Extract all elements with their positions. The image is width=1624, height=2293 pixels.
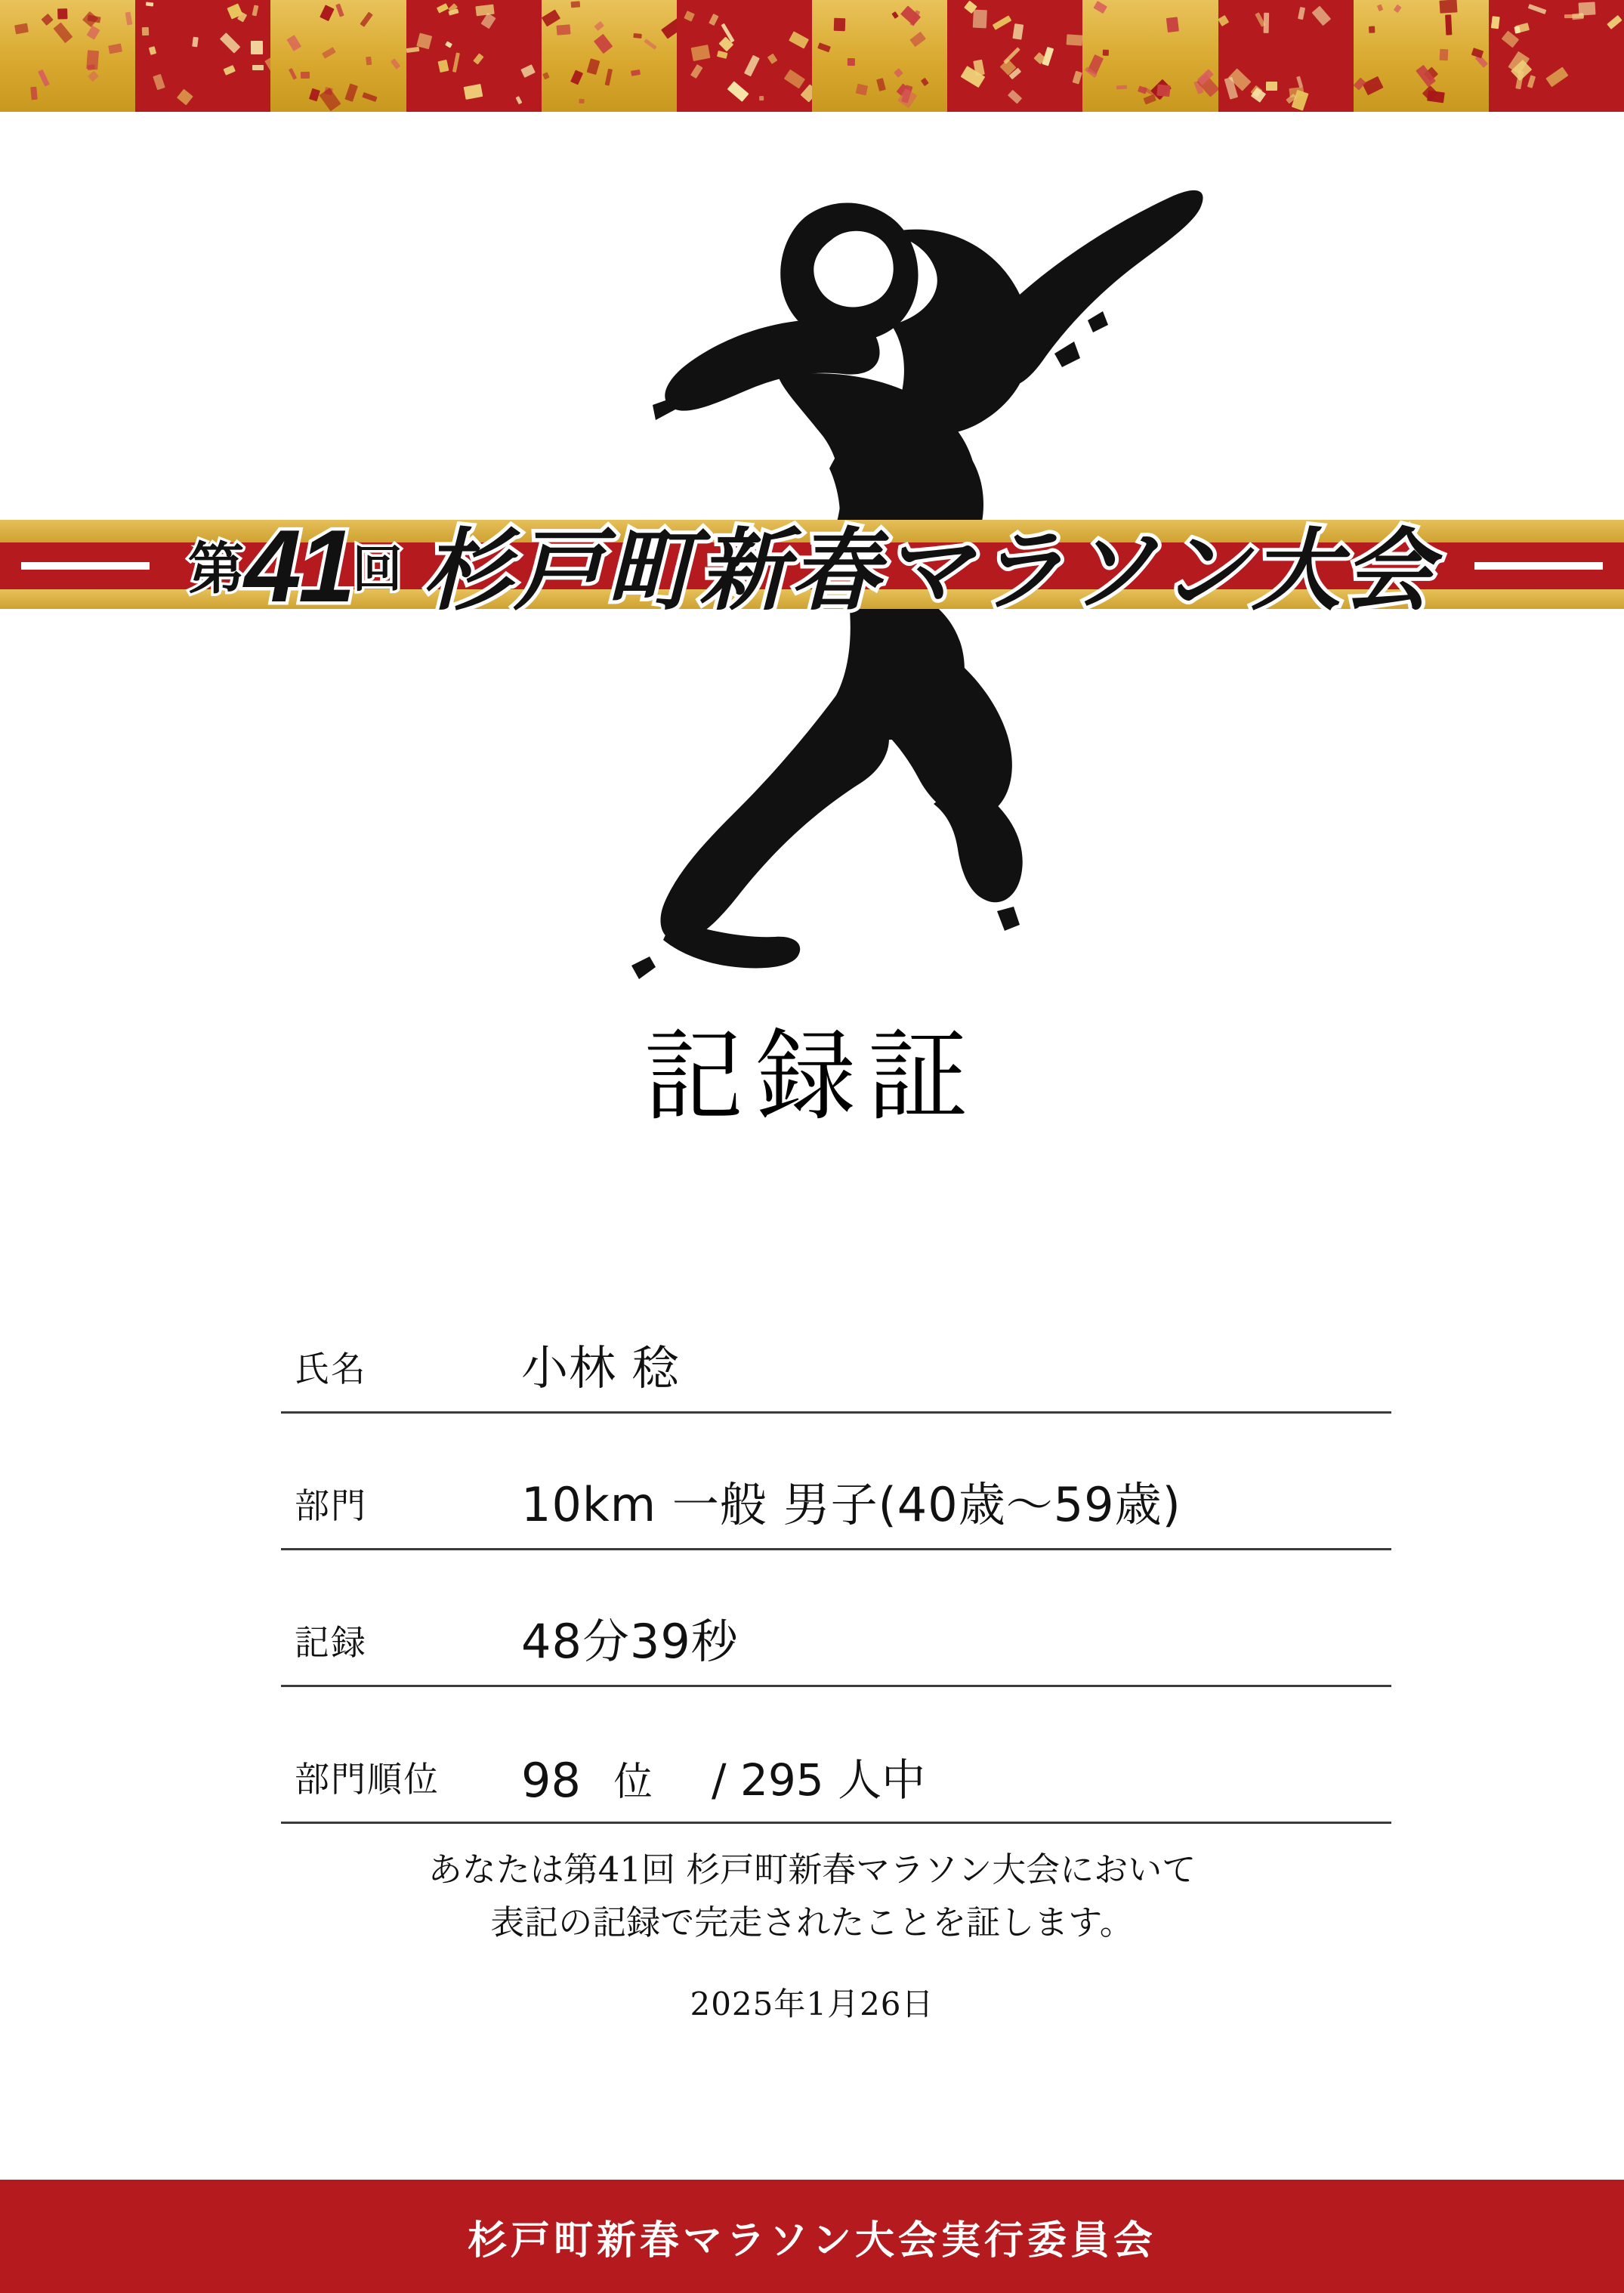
edition-prefix: 第	[188, 536, 245, 601]
confetti-piece	[86, 51, 99, 70]
confetti-piece	[438, 60, 449, 73]
confetti-piece	[727, 81, 749, 102]
row-value-time: 48分39秒	[521, 1614, 739, 1669]
confetti-piece	[53, 23, 73, 44]
confetti-piece	[1440, 0, 1458, 14]
confetti-piece	[363, 92, 378, 102]
ribbon-stripe-gold-top	[0, 520, 1624, 542]
confetti-piece	[1545, 67, 1568, 88]
confetti-piece	[252, 5, 258, 16]
confetti-piece	[1369, 26, 1375, 33]
row-label-name: 氏名	[295, 1349, 367, 1389]
band-cell-red	[1218, 0, 1354, 112]
confetti-piece	[286, 35, 301, 51]
confetti-piece	[344, 83, 358, 102]
confetti-piece	[922, 78, 930, 86]
confetti-piece	[1102, 50, 1108, 56]
confetti-piece	[366, 56, 372, 64]
confetti-piece	[1527, 4, 1546, 14]
confetti-piece	[220, 32, 241, 54]
title-ribbon	[0, 520, 1624, 623]
confetti-piece	[1564, 14, 1584, 18]
confetti-piece	[1363, 76, 1384, 94]
confetti-piece	[30, 87, 37, 100]
confetti-piece	[476, 4, 495, 16]
edition-suffix: 回	[352, 539, 403, 598]
band-cell-red	[677, 0, 812, 112]
confetti-piece	[520, 64, 536, 78]
confetti-piece	[320, 5, 335, 21]
top-decorative-band	[0, 0, 1624, 112]
confetti-piece	[876, 78, 886, 91]
confetti-piece	[783, 70, 804, 88]
confetti-piece	[1444, 14, 1452, 36]
confetti-piece	[1166, 17, 1178, 32]
footer-bar	[0, 2180, 1624, 2293]
confetti-piece	[464, 84, 483, 100]
confetti-piece	[974, 60, 985, 76]
confetti-piece	[744, 55, 760, 77]
confetti-piece	[631, 70, 641, 76]
confetti-piece	[1094, 1, 1108, 14]
confetti-piece	[448, 9, 458, 17]
confetti-piece	[57, 8, 67, 19]
record-table	[281, 1277, 1391, 1824]
confetti-piece	[759, 96, 764, 100]
confetti-piece	[301, 72, 310, 79]
confetti-piece	[108, 43, 122, 54]
table-row-category	[281, 1414, 1391, 1550]
organizer-name: 杉戸町新春マラソン大会実行委員会	[467, 2217, 1156, 2264]
ribbon-stripe-gold-bottom	[0, 589, 1624, 609]
confetti-piece	[41, 14, 53, 26]
confetti-piece	[644, 39, 657, 50]
issue-date: 2025年1月26日	[690, 1986, 934, 2023]
confetti-piece	[1491, 17, 1500, 29]
confetti-piece	[452, 52, 460, 73]
page-title: 記録証	[644, 1018, 980, 1135]
confetti-piece	[14, 23, 29, 34]
confetti-piece	[177, 89, 193, 105]
confetti-piece	[570, 70, 583, 85]
rank-position-unit: 位	[613, 1760, 653, 1805]
confetti-piece	[437, 3, 449, 13]
confetti-piece	[252, 65, 264, 70]
confetti-piece	[690, 64, 703, 79]
confetti-piece	[1218, 15, 1230, 26]
confetti-piece	[1298, 7, 1306, 20]
table-row-name	[281, 1277, 1391, 1414]
confetti-piece	[223, 65, 236, 76]
confetti-piece	[594, 34, 613, 54]
confetti-piece	[153, 74, 165, 90]
band-cell-red	[135, 0, 270, 112]
confetti-piece	[690, 45, 710, 61]
table-row-rank	[281, 1687, 1391, 1824]
statement-line-2: 表記の記録で完走されたことを証します。	[490, 1902, 1134, 1942]
confetti-piece	[717, 51, 727, 59]
confetti-piece	[82, 11, 98, 27]
confetti-piece	[250, 41, 262, 54]
rank-total: / 295 人中	[712, 1754, 926, 1806]
confetti-piece	[1008, 90, 1022, 104]
confetti-piece	[289, 68, 297, 79]
confetti-piece	[265, 56, 271, 78]
certification-statement	[0, 1843, 1624, 1949]
statement-line-1: あなたは第41回 杉戸町新春マラソン大会において	[428, 1850, 1196, 1890]
row-value-name: 小林 稔	[521, 1340, 680, 1395]
confetti-piece	[146, 2, 153, 7]
band-cell-gold	[1082, 0, 1218, 112]
band-cell-gold	[0, 0, 135, 112]
ribbon-accent-left	[21, 562, 150, 570]
confetti-piece	[993, 15, 1012, 30]
confetti-piece	[406, 47, 419, 53]
confetti-piece	[661, 17, 677, 39]
row-label-time: 記録	[295, 1622, 367, 1663]
confetti-piece	[1066, 34, 1082, 46]
confetti-piece	[1393, 5, 1401, 13]
confetti-piece	[142, 27, 150, 36]
confetti-piece	[86, 25, 100, 39]
band-cell-gold	[542, 0, 677, 112]
confetti-piece	[1072, 71, 1082, 85]
confetti-piece	[1439, 49, 1447, 60]
confetti-piece	[1296, 76, 1303, 88]
confetti-piece	[847, 58, 854, 66]
confetti-piece	[1003, 47, 1020, 64]
confetti-piece	[604, 68, 613, 85]
confetti-piece	[1266, 82, 1277, 91]
confetti-piece	[1607, 15, 1622, 29]
confetti-piece	[542, 10, 560, 27]
table-row-time	[281, 1550, 1391, 1687]
confetti-piece	[1013, 24, 1024, 40]
confetti-piece	[88, 71, 99, 82]
confetti-piece	[542, 73, 549, 80]
confetti-piece	[1312, 6, 1331, 26]
confetti-piece	[817, 42, 830, 52]
band-cell-gold	[1354, 0, 1489, 112]
confetti-piece	[557, 24, 571, 35]
confetti-piece	[801, 85, 812, 103]
confetti-piece	[910, 31, 927, 46]
confetti-piece	[894, 68, 904, 78]
confetti-piece	[473, 54, 483, 65]
band-cell-gold	[812, 0, 947, 112]
band-cell-red	[947, 0, 1082, 112]
confetti-piece	[149, 46, 156, 55]
confetti-piece	[1427, 90, 1445, 102]
confetti-piece	[855, 84, 867, 95]
confetti-piece	[516, 96, 523, 104]
row-label-rank: 部門順位	[295, 1759, 440, 1800]
confetti-piece	[834, 18, 846, 31]
rank-position: 98	[521, 1753, 581, 1808]
ribbon-stripe-red	[0, 542, 1624, 589]
band-cell-red	[406, 0, 542, 112]
confetti-piece	[594, 21, 604, 32]
confetti-piece	[319, 88, 341, 111]
band-cell-gold	[270, 0, 406, 112]
confetti-piece	[1116, 85, 1127, 89]
confetti-piece	[900, 5, 921, 26]
ribbon-accent-right	[1474, 562, 1603, 570]
confetti-piece	[1527, 75, 1536, 88]
confetti-piece	[335, 3, 344, 17]
confetti-piece	[579, 98, 585, 104]
confetti-piece	[1157, 84, 1172, 97]
confetti-piece	[445, 42, 452, 48]
confetti-piece	[634, 33, 642, 39]
confetti-piece	[1514, 26, 1521, 35]
edition-number: 41	[244, 508, 353, 623]
confetti-piece	[390, 58, 400, 70]
confetti-piece	[360, 11, 373, 27]
confetti-piece	[1377, 4, 1384, 11]
row-value-category: 10km 一般 男子(40歳〜59歳)	[521, 1477, 1181, 1532]
confetti-piece	[789, 31, 809, 49]
confetti-piece	[38, 70, 50, 87]
confetti-piece	[587, 59, 600, 75]
confetti-piece	[973, 9, 987, 28]
confetti-piece	[571, 2, 580, 8]
band-cell-red	[1489, 0, 1624, 112]
confetti-piece	[709, 14, 719, 26]
confetti-piece	[891, 11, 898, 19]
confetti-piece	[767, 53, 777, 63]
event-name: 杉戸町新春マラソン大会	[421, 518, 1436, 623]
confetti-piece	[323, 48, 337, 60]
confetti-piece	[684, 11, 695, 22]
confetti-piece	[192, 37, 198, 48]
row-label-category: 部門	[295, 1485, 367, 1526]
confetti-piece	[125, 11, 132, 25]
